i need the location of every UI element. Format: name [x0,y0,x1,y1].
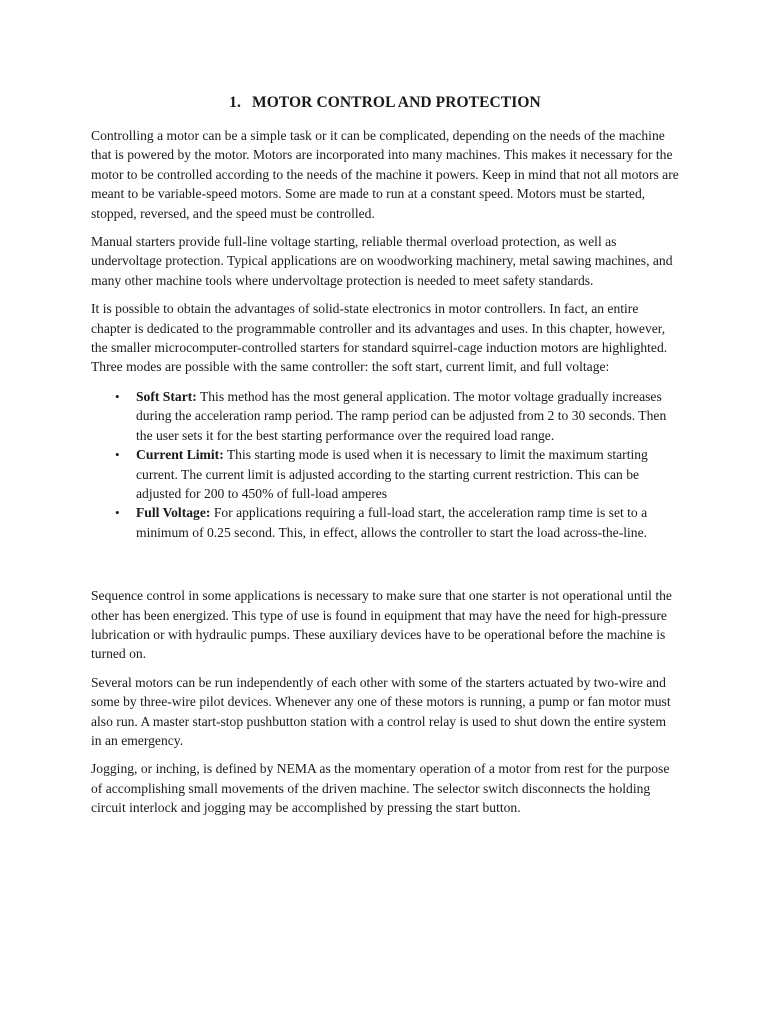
list-item-term: Soft Start: [136,388,197,404]
bullet-icon: • [115,388,120,404]
paragraph-intro: Controlling a motor can be a simple task or it can be complicated, depending on the needs of the machine that is powered by the motor. Motors are incorporated into many machines. This makes it necessary for the motor to be controlled according to the needs of the machine it powers. Keep in mind that not all motors are meant to be variable-speed motors. Some are made to run at a constant speed. Motors must be started, stopped, reversed, and the speed must be controlled. [91,128,679,221]
starting-modes-list [91,387,679,542]
paragraph-solid-state: It is possible to obtain the advantages of solid-state electronics in motor controllers. In fact, an entire chapter is dedicated to the programmable controller and its advantages and uses. In this chapter, however, the smaller microcomputer-controlled starters for standard squirrel-cage induction motors are highlighted. Three modes are possible with the same controller: the soft start, current limit, and full voltage: [91,301,668,375]
list-item-term: Current Limit: [136,447,224,463]
section-number: 1. [229,94,241,111]
blank-gap [91,542,679,586]
paragraph-manual-starters: Manual starters provide full-line voltage starting, reliable thermal overload protection, as well as undervoltage protection. Typical applications are on woodworking machinery, metal sawing machines, and many other machine tools where undervoltage protection is needed to meet safety standards. [91,234,673,288]
section-title: MOTOR CONTROL AND PROTECTION [251,94,541,111]
section-heading [91,92,679,114]
list-item-text: This method has the most general application. The motor voltage gradually increases during the acceleration ramp period. The ramp period can be adjusted from 2 to 30 seconds. Then the user sets it for the best starting performance over the required load range. [136,388,667,443]
paragraph-sequence-control: Sequence control in some applications is necessary to make sure that one starter is not operational until the other has been energized. This type of use is found in equipment that may have the need for high-pressure lubrication or with hydraulic pumps. These auxiliary devices have to be operational before the machine is turned on. [91,588,672,662]
list-item [91,503,679,542]
list-item-text: This starting mode is used when it is necessary to limit the maximum starting current. The current limit is adjusted according to the starting current restriction. This can be adjusted for 200 to 450% of full-load amperes [136,447,648,501]
list-item-text: For applications requiring a full-load start, the acceleration ramp time is set to a minimum of 0.25 second. This, in effect, allows the controller to start the load across-the-line. [136,505,648,540]
list-item [91,445,679,503]
paragraph-jogging: Jogging, or inching, is defined by NEMA as the momentary operation of a motor from rest for the purpose of accomplishing small movements of the driven machine. The selector switch disconnects the holding circuit interlock and jogging may be accomplished by pressing the start button. [91,761,670,816]
list-item [91,387,679,445]
bullet-icon: • [115,447,120,463]
list-item-term: Full Voltage: [136,505,211,521]
bullet-icon: • [115,505,120,521]
document-body [91,92,679,827]
paragraph-several-motors: Several motors can be run independently of each other with some of the starters actuated by two-wire and some by three-wire pilot devices. Whenever any one of these motors is running, a pump or fan motor must also run. A master start-stop pushbutton station with a control relay is used to shut down the entire system in an emergency. [91,674,671,748]
